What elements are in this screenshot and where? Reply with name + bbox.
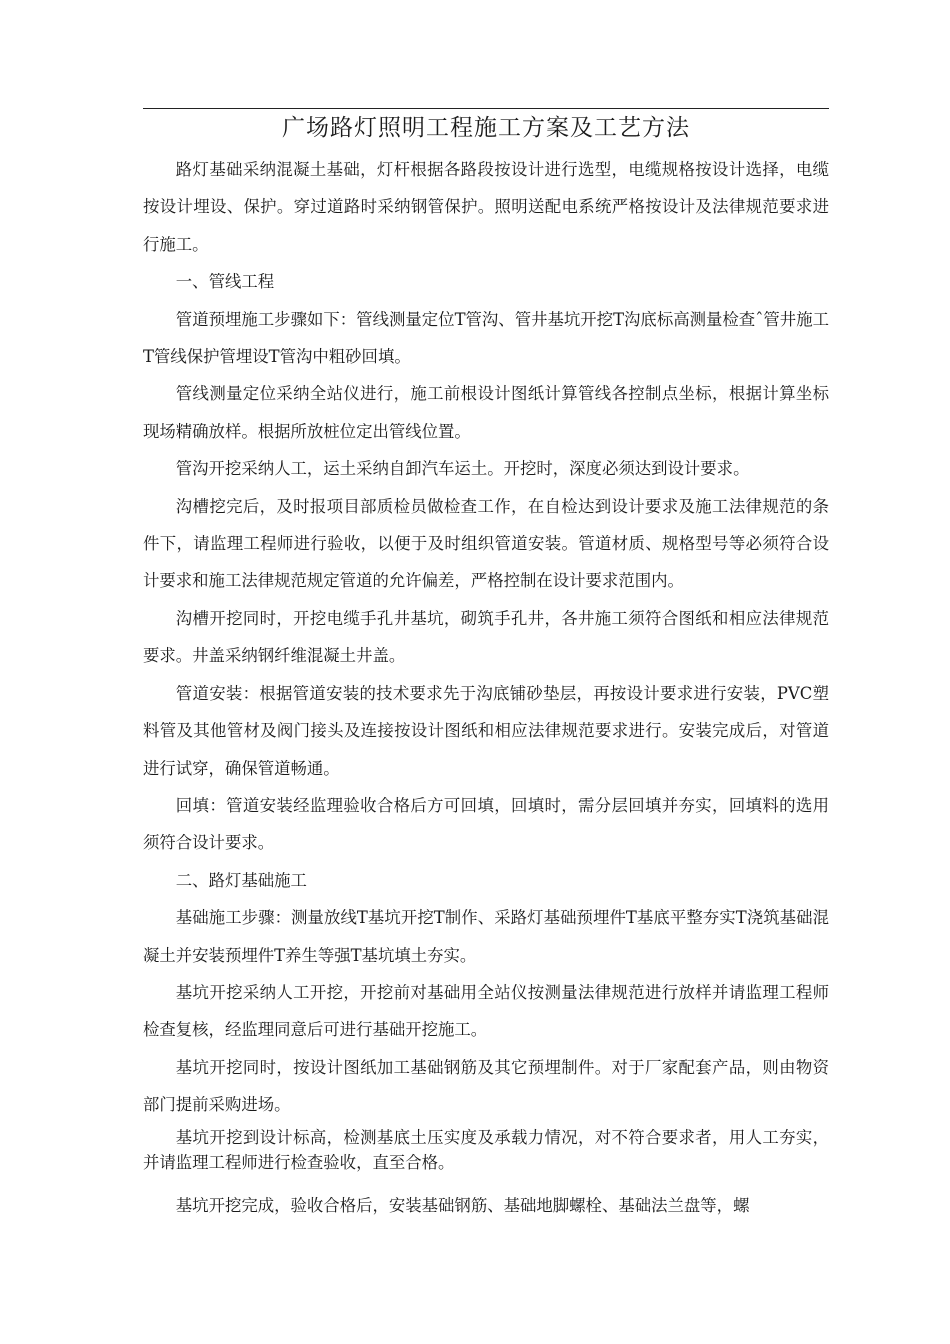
paragraph: 沟槽挖完后，及时报项目部质检员做检查工作，在自检达到设计要求及施工法律规范的条件下，请监理工程师进行验收，以便于及时组织管道安装。管道材质、规格型号等必须符合设计要求和施工法律规范规定管道的允许偏差，严格控制在设计要求范围内。	[143, 496, 829, 591]
paragraph: 路灯基础采纳混凝土基础，灯杆根据各路段按设计进行选型，电缆规格按设计选择，电缆按设计埋设、保护。穿过道路时采纳钢管保护。照明送配电系统严格按设计及法律规范要求进行施工。	[143, 160, 829, 254]
paragraph: 基础施工步骤：测量放线T基坑开挖T制作、采路灯基础预埋件T基底平整夯实T浇筑基础混凝土并安装预埋件T养生等强T基坑填土夯实。	[143, 908, 829, 965]
paragraph: 基坑开挖同时，按设计图纸加工基础钢筋及其它预埋制件。对于厂家配套产品，则由物资部门提前采购进场。	[143, 1057, 829, 1115]
paragraph: 管道预埋施工步骤如下：管线测量定位T管沟、管井基坑开挖T沟底标高测量检查ˆ管井施工T管线保护管埋设T管沟中粗砂回填。	[143, 309, 829, 367]
document-body	[143, 151, 829, 1224]
section-heading: 二、路灯基础施工	[175, 870, 307, 890]
paragraph: 管道安装：根据管道安装的技术要求先于沟底铺砂垫层，再按设计要求进行安装，PVC塑料管及其他管材及阀门接头及连接按设计图纸和相应法律规范要求进行。安装完成后，对管道进行试穿，确保管道畅通。	[143, 683, 829, 778]
paragraph: 回填：管道安装经监理验收合格后方可回填，回填时，需分层回填并夯实，回填料的选用须符合设计要求。	[143, 795, 829, 853]
paragraph: 管沟开挖采纳人工，运土采纳自卸汽车运土。开挖时，深度必须达到设计要求。	[175, 459, 750, 479]
paragraph: 基坑开挖采纳人工开挖，开挖前对基础用全站仪按测量法律规范进行放样并请监理工程师检查复核，经监理同意后可进行基础开挖施工。	[143, 982, 829, 1040]
paragraph: 管线测量定位采纳全站仪进行，施工前根设计图纸计算管线各控制点坐标，根据计算坐标现场精确放样。根据所放桩位定出管线位置。	[143, 384, 829, 441]
paragraph: 基坑开挖到设计标高，检测基底土压实度及承载力情况，对不符合要求者，用人工夯实，并请监理工程师进行检查验收，直至合格。	[143, 1127, 829, 1172]
section-heading: 一、管线工程	[175, 272, 275, 292]
paragraph: 沟槽开挖同时，开挖电缆手孔井基坑，砌筑手孔井，各井施工须符合图纸和相应法律规范要求。井盖采纳钢纤维混凝土井盖。	[143, 608, 829, 666]
document-title: 广场路灯照明工程施工方案及工艺方法	[282, 115, 690, 141]
paragraph: 基坑开挖完成，验收合格后，安装基础钢筋、基础地脚螺栓、基础法兰盘等，螺	[175, 1195, 750, 1215]
header-rule	[143, 108, 829, 109]
